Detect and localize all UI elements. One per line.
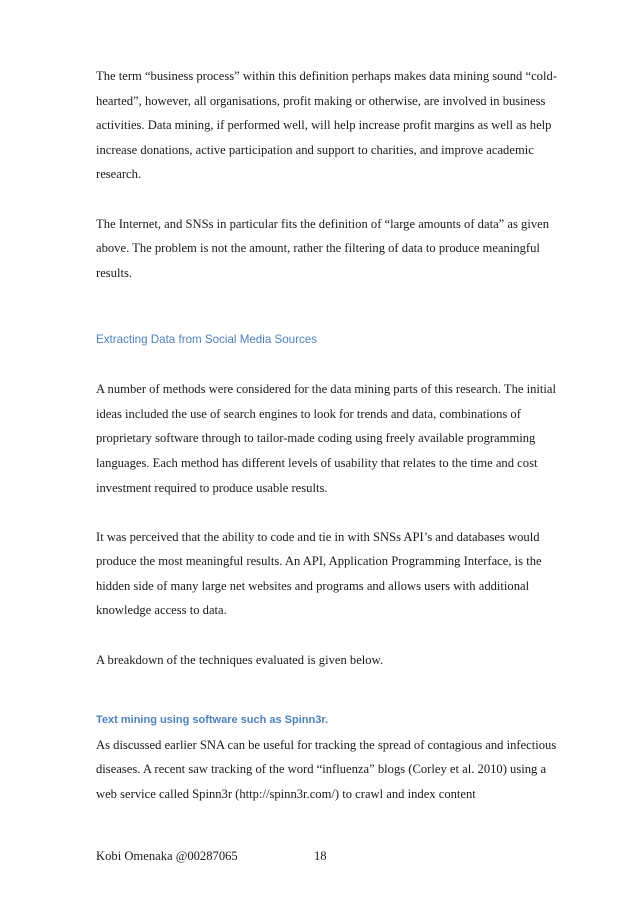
paragraph-breakdown: A breakdown of the techniques evaluated is given below.	[96, 652, 384, 667]
paragraph-internet-snss: The Internet, and SNSs in particular fits the definition of “large amounts of data” as given above. The problem is not the amount, rather the filtering of data to produce meaningful results.	[96, 216, 550, 280]
subsection-heading-text-mining: Text mining using software such as Spinn3r.	[96, 714, 329, 727]
footer-author: Kobi Omenaka @00287065	[96, 849, 238, 863]
paragraph-sna-influenza: As discussed earlier SNA can be useful for tracking the spread of contagious and infectious diseases. A recent saw tracking of the word “influenza” blogs (Corley et al. 2010) using a web service called Spinn3r (http://spinn3r.com/) to crawl and index content	[96, 737, 557, 802]
section-heading-extracting-data: Extracting Data from Social Media Sources	[96, 332, 318, 346]
paragraph-spacer	[96, 285, 558, 310]
paragraph-business-process: The term “business process” within this definition perhaps makes data mining sound “cold-hearted”, however, all organisations, profit making or otherwise, are involved in business activities. Data mining, if performed well, will help increase profit margins as well as help increase donations, active participation and support to charities, and improve academic research.	[96, 69, 557, 182]
paragraph-spacer	[96, 353, 558, 378]
footer-page-number: 18	[314, 849, 327, 863]
paragraph-api-perceived: It was perceived that the ability to code and tie in with SNSs API’s and databases would produce the most meaningful results. An API, Application Programming Interface, is the hidden side of many large net websites and programs and allows users with additional knowledge access to data.	[96, 529, 542, 618]
paragraph-spacer	[96, 310, 558, 328]
paragraph-spacer	[96, 187, 558, 212]
document-body	[96, 64, 558, 807]
paragraph-spacer	[96, 500, 558, 525]
paragraph-methods-considered: A number of methods were considered for the data mining parts of this research. The initial ideas included the use of search engines to look for trends and data, combinations of proprietary software through to tailor-made coding using freely available programming languages. Each method has different levels of usability that relates to the time and cost investment required to produce usable results.	[96, 382, 557, 495]
paragraph-spacer	[96, 623, 558, 648]
paragraph-spacer	[96, 690, 558, 708]
paragraph-spacer	[96, 672, 558, 690]
